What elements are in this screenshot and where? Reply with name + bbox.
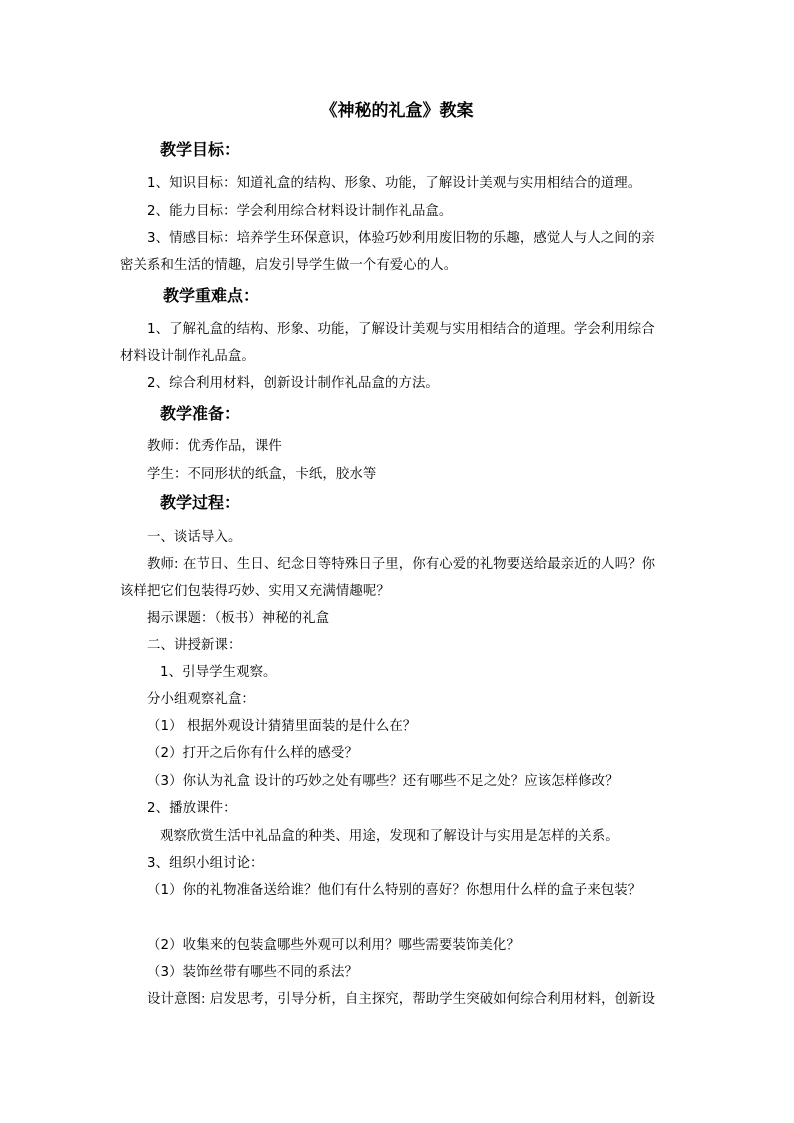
process-group-observe: 分小组观察礼盒： [147,692,255,707]
process-observe: 1、引导学生观察。 [160,665,277,680]
heading-preparation: 教学准备： [160,404,241,423]
process-question-3: （3）你认为礼盒 设计的巧妙之处有哪些？还有哪些不足之处？应该怎样修改？ [147,774,619,789]
goal-emotion-line2: 密关系和生活的情趣，启发引导学生做一个有爱心的人。 [120,258,458,273]
key-point-1-line1: 1、了解礼盒的结构、形象、功能，了解设计美观与实用相结合的道理。学会利用综合 [147,322,655,337]
prep-teacher: 教师：优秀作品，课件 [147,439,282,454]
process-design-intent: 设计意图: 启发思考，引导分析，自主探究，帮助学生突破如何综合利用材料，创新设 [147,992,656,1007]
goal-emotion-line1: 3、情感目标：培养学生环保意识，体验巧妙利用废旧物的乐趣，感觉人与人之间的亲 [147,231,655,246]
process-courseware: 2、播放课件： [147,801,237,816]
process-discussion-1: （1）你的礼物准备送给谁？他们有什么特别的喜好？你想用什么样的盒子来包装？ [147,883,642,898]
heading-process: 教学过程： [160,493,241,512]
key-point-1-line2: 材料设计制作礼品盒。 [120,349,255,364]
heading-teaching-goals: 教学目标： [160,140,241,159]
process-discussion-2: （2）收集来的包装盒哪些外观可以利用？哪些需要装饰美化？ [147,938,520,953]
process-teacher-line2: 该样把它们包装得巧妙、实用又充满情趣呢？ [120,584,390,599]
process-discussion-3: （3）装饰丝带有哪些不同的系法？ [147,965,358,980]
heading-key-points: 教学重难点： [163,286,260,305]
process-question-1: （1） 根据外观设计猜猜里面装的是什么在？ [147,719,417,734]
key-point-2: 2、综合利用材料，创新设计制作礼品盒的方法。 [147,376,439,391]
process-new-lesson: 二、讲授新课： [147,638,242,653]
process-intro: 一、谈话导入。 [147,530,242,545]
goal-knowledge: 1、知识目标：知道礼盒的结构、形象、功能，了解设计美观与实用相结合的道理。 [147,176,642,191]
goal-ability: 2、能力目标：学会利用综合材料设计制作礼品盒。 [147,204,453,219]
process-discussion: 3、组织小组讨论： [147,856,264,871]
process-question-2: （2）打开之后你有什么样的感受？ [147,746,358,761]
process-reveal: 揭示课题：（板书）神秘的礼盒 [147,611,330,626]
document-title: 《神秘的礼盒》教案 [320,101,474,121]
prep-student: 学生：不同形状的纸盒，卡纸，胶水等 [147,467,377,482]
process-courseware-detail: 观察欣赏生活中礼品盒的种类、用途，发现和了解设计与实用是怎样的关系。 [160,829,619,844]
process-teacher-line1: 教师: 在节日、生日、纪念日等特殊日子里，你有心爱的礼物要送给最亲近的人吗？你 [147,557,656,572]
